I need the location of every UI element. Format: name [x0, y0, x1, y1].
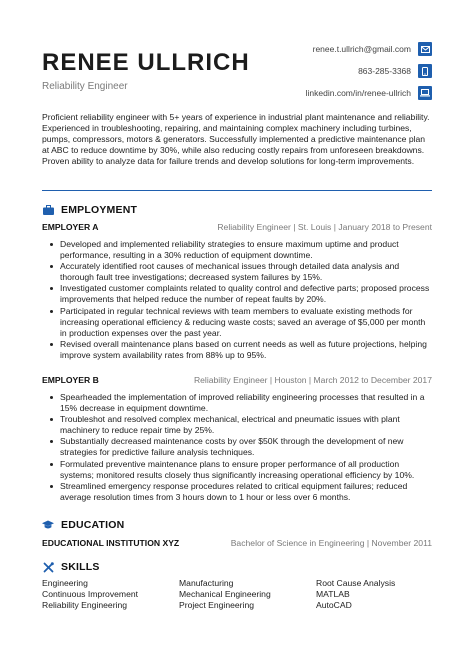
skill-item: MATLAB: [316, 589, 350, 600]
briefcase-icon: [42, 204, 54, 216]
list-item: Substantially decreased maintenance costs by over $50K through the development of new strategies for predictive failure analysis techniques.: [60, 436, 432, 458]
envelope-icon: [418, 42, 432, 56]
skills-title: SKILLS: [61, 561, 100, 573]
employment-title: EMPLOYMENT: [61, 204, 138, 216]
list-item: Investigated customer complaints related to quality control and defective parts; proposed process improvements that helped reduce the number of repeat faults by 20%.: [60, 283, 432, 305]
education-header: [42, 538, 432, 550]
job-details: Reliability Engineer | St. Louis | January 2018 to Present: [217, 222, 432, 232]
list-item: Streamlined emergency response procedures related to critical equipment failures; reduced average resolution times from 3 hours down to 1 hour or less over 6 months.: [60, 481, 432, 503]
education-title: EDUCATION: [61, 519, 125, 531]
skills-section-header: [42, 561, 100, 573]
skills-grid: [42, 578, 432, 611]
skill-item: Project Engineering: [179, 600, 255, 611]
list-item: Troubleshot and resolved complex mechanical, electrical and pneumatic issues with plant machinery to reduce repair time by 25%.: [60, 414, 432, 436]
list-item: Participated in regular technical reviews with team members to evaluate existing methods for increasing operational efficiency & reducing waste costs; saved an average of $5,000 per month in production expenses over the past year.: [60, 306, 432, 339]
list-item: Developed and implemented reliability strategies to ensure maximum uptime and product performance, resulting in a 30% reduction of equipment downtime.: [60, 239, 432, 261]
job-bullets: [42, 392, 432, 503]
degree-details: Bachelor of Science in Engineering | November 2011: [230, 538, 432, 548]
contact-linkedin[interactable]: linkedin.com/in/renee-ullrich: [305, 88, 411, 98]
contact-phone-row: [306, 64, 432, 78]
institution-name: EDUCATIONAL INSTITUTION XYZ: [42, 538, 180, 548]
contact-email-row: [306, 42, 432, 56]
skill-item: Reliability Engineering: [42, 600, 128, 611]
employer-name: EMPLOYER A: [42, 222, 99, 232]
contact-phone[interactable]: 863-285-3368: [358, 66, 411, 76]
phone-icon: [418, 64, 432, 78]
list-item: Spearheaded the implementation of improved reliability engineering processes that resulted in a 15% decrease in equipment downtime.: [60, 392, 432, 414]
education-section-header: [42, 519, 124, 531]
header-divider: [42, 190, 432, 191]
tools-icon: [42, 561, 54, 573]
job-header: [42, 375, 432, 387]
skill-item: Engineering: [42, 578, 88, 588]
contact-linkedin-row: [306, 86, 432, 100]
job-bullets: [42, 239, 432, 361]
skill-item: Continuous Improvement: [42, 589, 139, 600]
professional-summary: Proficient reliability engineer with 5+ years of experience in industrial plant maintenance and reliability. Experienced in troubleshooting, repairing, and maintaining complex machinery including turbines, pumps, compressors, motors & generators. Successfully implemented a predictive maintenance plan at ABC to reduce downtime by 30%, while also reducing costly repairs from unforeseen breakdowns. Proven ability to analyze data for failure trends and develop solutions for long-term improvements.: [42, 112, 430, 167]
list-item: Revised overall maintenance plans based on current needs as well as future projections, helping improve system availability rates from 88% up to 95%.: [60, 339, 432, 361]
graduation-cap-icon: [42, 519, 54, 531]
skill-item: AutoCAD: [316, 600, 352, 611]
education-entry: [42, 538, 432, 550]
contact-email[interactable]: renee.t.ullrich@gmail.com: [312, 44, 411, 54]
job-entry: [42, 222, 432, 361]
job-entry: [42, 375, 432, 503]
job-details: Reliability Engineer | Houston | March 2012 to December 2017: [193, 375, 432, 385]
skill-item: Root Cause Analysis: [316, 578, 396, 588]
employer-name: EMPLOYER B: [42, 375, 99, 385]
skill-item: Manufacturing: [179, 578, 234, 588]
skill-item: Mechanical Engineering: [179, 589, 271, 600]
employment-section-header: [42, 204, 137, 216]
laptop-icon: [418, 86, 432, 100]
candidate-role: Reliability Engineer: [42, 81, 128, 92]
contact-block: [306, 42, 432, 108]
list-item: Formulated preventive maintenance plans to ensure proper performance of all production systems; monitored results closely thus significantly increasing operational efficiency by 10%.: [60, 459, 432, 481]
list-item: Accurately identified root causes of mechanical issues through detailed data analysis and thorough fault tree investigations; decreased system failures by 15%.: [60, 261, 432, 283]
job-header: [42, 222, 432, 234]
candidate-name: RENEE ULLRICH: [42, 49, 250, 76]
